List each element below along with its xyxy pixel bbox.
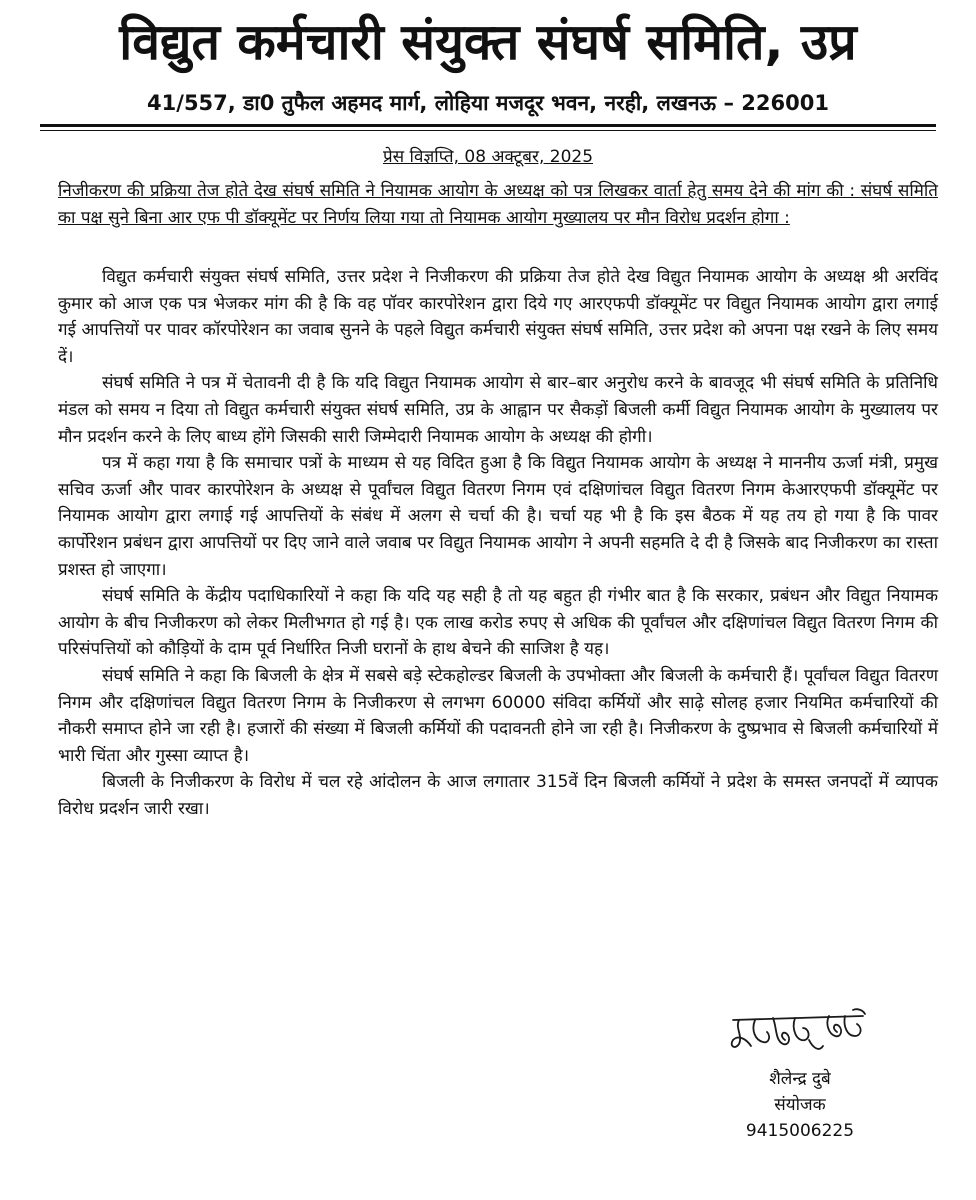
- body-paragraph-2: संघर्ष समिति ने पत्र में चेतावनी दी है कि यदि विद्युत नियामक आयोग से बार–बार अनुरोध करने के बावजूद भी संघर्ष समिति के प्रतिनिधि मंडल को समय न दिया तो विद्युत कर्मचारी संयुक्त संघर्ष समिति, उप्र के आह्वान पर सैकड़ों बिजली कर्मी विद्युत नियामक आयोग के मुख्यालय पर मौन प्रदर्शन करने के लिए बाध्य होंगे जिसकी सारी जिम्मेदारी नियामक आयोग के अध्यक्ष की होगी।: [58, 373, 938, 447]
- signature-block: [680, 1006, 920, 1144]
- header-divider-thin: [40, 130, 936, 131]
- press-release-body: [58, 264, 938, 822]
- body-paragraph-5: संघर्ष समिति ने कहा कि बिजली के क्षेत्र में सबसे बड़े स्टेकहोल्डर बिजली के उपभोक्ता और बिजली के कर्मचारी हैं। पूर्वांचल विद्युत वितरण निगम और दक्षिणांचल विद्युत वितरण निगम के निजीकरण से लगभग 60000 संविदा कर्मियों और साढ़े सोलह हजार नियमित कर्मचारियों की नौकरी समाप्त होने जा रही है। हजारों की संख्या में बिजली कर्मियों की पदावनती होने जा रही है। निजीकरण के दुष्प्रभाव से बिजली कर्मचारियों में भारी चिंता और गुस्सा व्याप्त है।: [58, 665, 938, 766]
- body-paragraph-4: संघर्ष समिति के केंद्रीय पदाधिकारियों ने कहा कि यदि यह सही है तो यह बहुत ही गंभीर बात है कि सरकार, प्रबंधन और विद्युत नियामक आयोग के बीच निजीकरण को लेकर मिलीभगत हो गई है। एक लाख करोड रुपए से अधिक की पूर्वांचल और दक्षिणांचल विद्युत वितरण निगम की परिसंपत्तियों को कौड़ियों के दाम पूर्व निर्धारित निजी घरानों के हाथ बेचने की साजिश है यह।: [58, 586, 938, 660]
- organization-title: विद्युत कर्मचारी संयुक्त संघर्ष समिति, उप्र: [119, 13, 857, 71]
- handwritten-signature: [725, 1006, 875, 1058]
- headline-text: निजीकरण की प्रक्रिया तेज होते देख संघर्ष समिति ने नियामक आयोग के अध्यक्ष को पत्र लिखकर वार्ता हेतु समय देने की मांग की : संघर्ष समिति का पक्ष सुने बिना आर एफ पी डॉक्यूमेंट पर निर्णय लिया गया तो नियामक आयोग मुख्यालय पर मौन विरोध प्रदर्शन होगा :: [58, 181, 938, 228]
- header-divider-thick: [40, 124, 936, 127]
- signer-phone: 9415006225: [745, 1121, 855, 1141]
- press-release-headline: [58, 178, 938, 232]
- body-paragraph-3: पत्र में कहा गया है कि समाचार पत्रों के माध्यम से यह विदित हुआ है कि विद्युत नियामक आयोग के अध्यक्ष ने माननीय ऊर्जा मंत्री, प्रमुख सचिव ऊर्जा और पावर कारपोरेशन के अध्यक्ष से पूर्वांचल विद्युत वितरण निगम एवं दक्षिणांचल विद्युत वितरण निगम केआरएफपी डॉक्यूमेंट पर नियामक आयोग द्वारा लगाई गई आपत्तियों के संबंध में अलग से चर्चा की है। चर्चा यह भी है कि इस बैठक में यह तय हो गया है कि पावर कार्पोरेशन प्रबंधन द्वारा आपत्तियों पर दिए जाने वाले जवाब पर विद्युत नियामक आयोग ने अपनी सहमति दे दी है जिसके बाद निजीकरण का रास्ता प्रशस्त हो जाएगा।: [58, 453, 938, 580]
- body-paragraph-6: बिजली के निजीकरण के विरोध में चल रहे आंदोलन के आज लगातार 315वें दिन बिजली कर्मियों ने प्रदेश के समस्त जनपदों में व्यापक विरोध प्रदर्शन जारी रखा।: [58, 772, 938, 819]
- press-release-date-text: प्रेस विज्ञप्ति, 08 अक्टूबर, 2025: [382, 147, 594, 167]
- signer-name: शैलेन्द्र दुबे: [769, 1069, 831, 1089]
- signer-designation: संयोजक: [774, 1095, 826, 1115]
- organization-address: 41/557, डा0 तुफैल अहमद मार्ग, लोहिया मजदूर भवन, नरही, लखनऊ – 226001: [147, 91, 829, 115]
- press-release-date: [0, 144, 976, 170]
- body-paragraph-1: विद्युत कर्मचारी संयुक्त संघर्ष समिति, उत्तर प्रदेश ने निजीकरण की प्रक्रिया तेज होते देख विद्युत नियामक आयोग के अध्यक्ष श्री अरविंद कुमार को आज एक पत्र भेजकर मांग की है कि वह पॉवर कारपोरेशन द्वारा दिये गए आरएफपी डॉक्यूमेंट पर विद्युत नियामक आयोग द्वारा लगाई गई आपत्तियों पर पावर कॉरपोरेशन का जवाब सुनने के पहले विद्युत कर्मचारी संयुक्त संघर्ष समिति, उत्तर प्रदेश को अपना पक्ष रखने के लिए समय दें।: [58, 267, 938, 367]
